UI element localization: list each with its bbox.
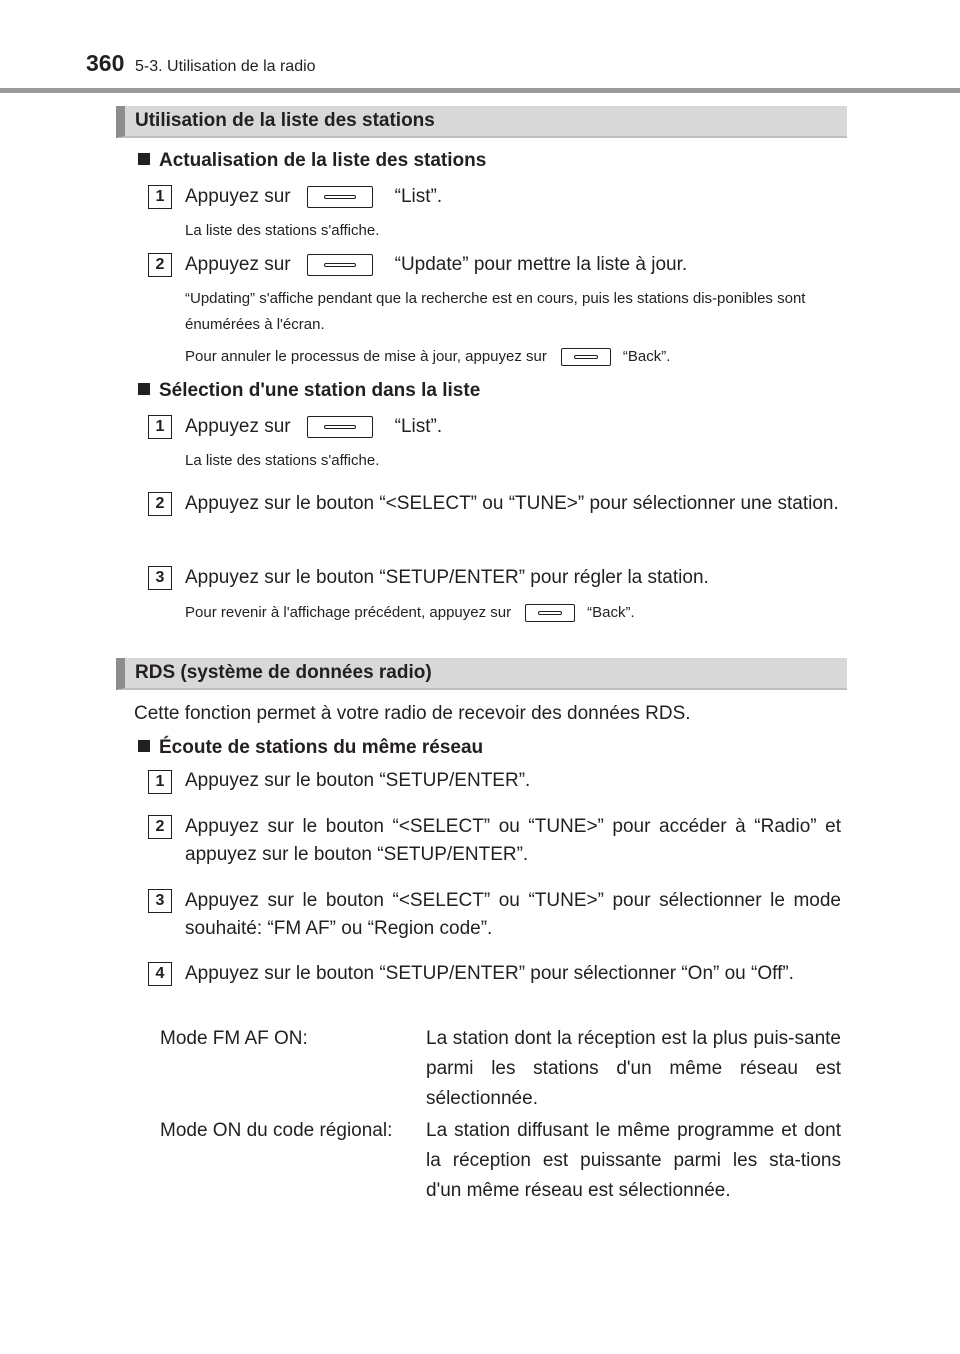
mode-label: Mode FM AF ON: xyxy=(160,1028,308,1049)
subheading-select-station xyxy=(138,380,480,402)
step-text-before: Appuyez sur xyxy=(185,254,291,275)
step-text-before: Appuyez sur xyxy=(185,416,291,437)
subheading-text: Écoute de stations du même réseau xyxy=(159,737,484,758)
step-instruction xyxy=(185,251,841,279)
mode-label: Mode ON du code régional: xyxy=(160,1120,393,1141)
subheading-update-list xyxy=(138,150,486,172)
step-number: 3 xyxy=(148,889,172,913)
menu-button-icon xyxy=(307,186,373,208)
step-text-after: “List”. xyxy=(394,416,443,437)
step-instruction: Appuyez sur le bouton “<SELECT” ou “TUNE>” pour sélectionner le mode souhaité: “FM AF” ou “Region code”. xyxy=(185,890,841,939)
section-title-station-list: Utilisation de la liste des stations xyxy=(116,106,847,138)
subheading-same-network xyxy=(138,737,483,759)
chapter-title: 5-3. Utilisation de la radio xyxy=(135,58,316,75)
step-number: 1 xyxy=(148,185,172,209)
note-text-after: “Back”. xyxy=(622,348,671,365)
step-note: La liste des stations s'affiche. xyxy=(185,222,380,239)
menu-button-icon xyxy=(307,416,373,438)
step-number: 3 xyxy=(148,566,172,590)
bullet-square-icon xyxy=(138,153,150,165)
mode-description: La station dont la réception est la plus puis-sante parmi les stations d'un même réseau est sélectionnée. xyxy=(426,1028,841,1109)
note-text-before: Pour revenir à l'affichage précédent, appuyez sur xyxy=(185,604,512,621)
step-instruction: Appuyez sur le bouton “SETUP/ENTER” pour régler la station. xyxy=(185,567,709,588)
step-number: 1 xyxy=(148,415,172,439)
subheading-text: Sélection d'une station dans la liste xyxy=(159,380,481,401)
step-number: 1 xyxy=(148,770,172,794)
step-note xyxy=(185,600,841,626)
step-number: 2 xyxy=(148,253,172,277)
step-number: 2 xyxy=(148,815,172,839)
header-rule xyxy=(0,88,960,93)
note-text-before: Pour annuler le processus de mise à jour, appuyez sur xyxy=(185,348,547,365)
menu-button-icon xyxy=(525,604,575,622)
subheading-text: Actualisation de la liste des stations xyxy=(159,150,487,171)
menu-button-icon xyxy=(307,254,373,276)
step-instruction: Appuyez sur le bouton “SETUP/ENTER”. xyxy=(185,770,531,791)
note-text-after: “Back”. xyxy=(587,604,635,621)
step-instruction: Appuyez sur le bouton “<SELECT” ou “TUNE>” pour sélectionner une station. xyxy=(185,493,839,514)
step-text-after: “Update” pour mettre la liste à jour. xyxy=(394,254,688,275)
step-text-before: Appuyez sur xyxy=(185,186,291,207)
step-note: “Updating” s'affiche pendant que la recherche est en cours, puis les stations dis-ponibles sont énumérées à l'écran. xyxy=(185,290,806,333)
step-number: 2 xyxy=(148,492,172,516)
bullet-square-icon xyxy=(138,383,150,395)
step-instruction xyxy=(185,413,841,441)
step-instruction: Appuyez sur le bouton “<SELECT” ou “TUNE>” pour accéder à “Radio” et appuyez sur le bouton “SETUP/ENTER”. xyxy=(185,816,841,865)
section-title-rds: RDS (système de données radio) xyxy=(116,658,847,690)
menu-button-icon xyxy=(561,348,611,366)
step-number: 4 xyxy=(148,962,172,986)
intro-paragraph: Cette fonction permet à votre radio de recevoir des données RDS. xyxy=(134,703,691,724)
bullet-square-icon xyxy=(138,740,150,752)
step-instruction: Appuyez sur le bouton “SETUP/ENTER” pour sélectionner “On” ou “Off”. xyxy=(185,963,794,984)
step-instruction xyxy=(185,183,841,211)
step-note xyxy=(185,344,841,370)
page-number: 360 xyxy=(86,50,125,76)
step-note: La liste des stations s'affiche. xyxy=(185,452,380,469)
mode-description: La station diffusant le même programme et dont la réception est puissante parmi les sta-tions d'un même réseau est sélectionnée. xyxy=(426,1120,841,1201)
step-text-after: “List”. xyxy=(394,186,443,207)
